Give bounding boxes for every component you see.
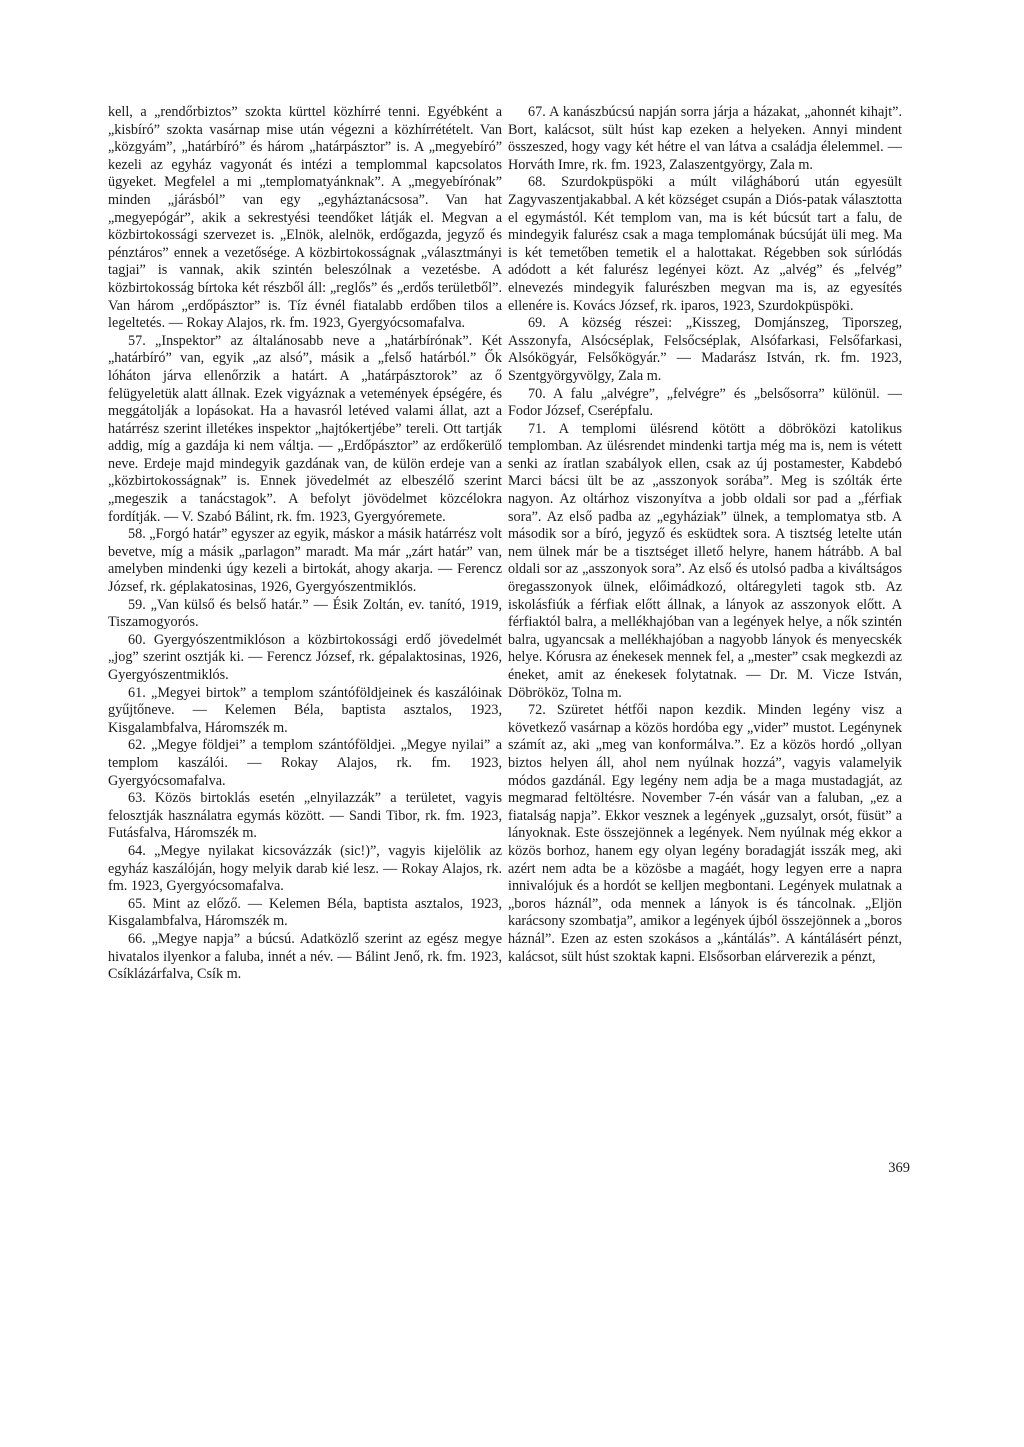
- paragraph-66: 66. „Megye napja” a búcsú. Adatközlő szerint az egész megye hivatalos ilyenkor a faluba, innét a név. — Bálint Jenő, rk. fm. 1923, Csíklázárfalva, Csík m.: [108, 930, 502, 983]
- paragraph-68: 68. Szurdokpüspöki a múlt világháború után egyesült Zagyvaszentjakabbal. A két községet csupán a Diós-patak választotta el egymástól. Két templom van, ma is két búcsút tart a falu, de mindegyik falurész csak a maga templomának búcsúját üli meg. Ma is két temetőben temetik el a halottakat. Régebben sok súrlódás adódott a két falurész legényei közt. Az „alvég” és „felvég” elnevezés mindegyik falurészben megvan ma is, az egyesítés ellenére is. Kovács József, rk. iparos, 1923, Szurdokpüspöki.: [508, 174, 902, 314]
- right-column: [508, 104, 902, 966]
- paragraph-72: 72. Szüretet hétfői napon kezdik. Minden legény visz a következő vasárnap a közös hordóba egy „vider” mustot. Legénynek számít az, aki „meg van konformálva.”. Ez a közös hordó „ollyan biztos helyen áll, ahol nem nyúlnak hozzá”, vagyis valamelyik módos gazdánál. Egy legény nem adja be a maga mustadagját, az megmarad feltöltésre. November 7-én vásár van a faluban, „ez a fiatalság napja”. Ekkor vesznek a legények „guzsalyt, orsót, füsüt” a lányoknak. Este összejönnek a legények. Nem nyúlnak még ekkor a közös borhoz, hanem egy olyan legény boradagját isszák meg, aki azért nem adta be a közösbe a magáét, hogy legyen erre a napra innivalójuk és a hordót se kelljen megbontani. Legények mulatnak a „boros háznál”, oda mennek a lányok is és táncolnak. „Eljön karácsony szombatja”, amikor a legények újból összejönnek a „boros háznál”. Ezen az esten szokásos a „kántálás”. A kántálásért pénzt, kalácsot, sült húst szoktak kapni. Elsősorban elárverezik a pénzt,: [508, 702, 902, 965]
- paragraph-64: 64. „Megye nyilakat kicsovázzák (sic!)”, vagyis kijelölik az egyház kaszálóján, hogy melyik darab kié lesz. — Rokay Alajos, rk. fm. 1923, Gyergyócsomafalva.: [108, 842, 502, 895]
- paragraph-70: 70. A falu „alvégre”, „felvégre” és „belsősorra” különül. — Fodor József, Cserépfalu.: [508, 385, 902, 420]
- page-number: 369: [888, 1160, 910, 1176]
- paragraph-69: 69. A község részei: „Kisszeg, Domjánszeg, Tiporszeg, Asszonyfa, Alsócséplak, Felsőcséplak, Alsófarkasi, Felsőfarkasi, Alsókögyár, Felsőkögyár.” — Madarász István, rk. fm. 1923, Szentgyörgyvölgy, Zala m.: [508, 315, 902, 384]
- paragraph-56-continued: kell, a „rendőrbiztos” szokta kürttel közhírré tenni. Egyébként a „kisbíró” szokta vasárnap mise után végezni a közhírrétételt. Van „közgyám”, „határbíró” és három „határpásztor” is. A „megyebíró” kezeli az egyház vagyonát és intézi a templommal kapcsolatos ügyeket. Megfelel a mi „templomatyánknak”. A „megyebírónak” minden „járásból” van egy „egyháztanácsosa”. Van hat „megyepógár”, akik a sekrestyési teendőket látják el. Megvan a közbirtokossági szervezet is. „Elnök, alelnök, erdőgazda, jegyző és pénztáros” ennek a vezetősége. A közbirtokosságnak „választmányi tagjai” is vannak, akik szintén beleszólnak a vezetésbe. A közbirtokosság bírtoka két részből áll: „reglős” és „erdős területből”. Van három „erdőpásztor” is. Tíz évnél fiatalabb erdőben tilos a legeltetés. — Rokay Alajos, rk. fm. 1923, Gyergyócsomafalva.: [108, 104, 502, 332]
- paragraph-58: 58. „Forgó határ” egyszer az egyik, máskor a másik határrész volt bevetve, míg a másik „parlagon” maradt. Ma már „zárt határ” van, amelyben mindenki úgy kezeli a birtokát, ahogy akarja. — Ferencz József, rk. géplakatosinas, 1926, Gyergyószentmiklós.: [108, 526, 502, 596]
- paragraph-71: 71. A templomi ülésrend kötött a döbröközi katolikus templomban. Az ülésrendet mindenki tartja még ma is, nem is vétett senki az íratlan szabályok ellen, csak az új postamester, Kabdebó Marci bácsi ült be az „asszonyok sorába”. Meg is szólták érte nagyon. Az oltárhoz viszonyítva a jobb oldali sor pad a „férfiak sora”. Az első padba az „egyháziak” ülnek, a templomatya stb. A második sor a bíró, jegyző és esküdtek sora. A tisztség letelte után nem ülnek már be a tisztséget illető helyre, hanem hátrább. A bal oldali sor az „asszonyok sora”. Az első és utolsó padba a kiváltságos öregasszonyok ülnek, előimádkozó, oltáregyleti tagok stb. Az iskolásfiúk a férfiak előtt állnak, a lányok az asszonyok előtt. A férfiaktól balra, a mellékhajóban van a legények helye, a nők szintén balra, ugyancsak a mellékhajóban a nagyobb lányok és menyecskék helye. Kórusra az énekesek mennek fel, a „mester” csak megkezdi az éneket, amit az énekesek folytatnak. — Dr. M. Vicze István, Döbrököz, Tolna m.: [508, 420, 902, 701]
- paragraph-59: 59. „Van külső és belső határ.” — Ésik Zoltán, ev. tanító, 1919, Tiszamogyorós.: [108, 596, 502, 631]
- paragraph-57: 57. „Inspektor” az általánosabb neve a „határbírónak”. Két „határbíró” van, egyik „az alsó”, másik a „felső határból.” Ők lóháton járva ellenőrzik a határt. A „határpásztorok” az ő felügyeletük alatt állnak. Ezek vigyáznak a vetemények épségére, és meggátolják a lopásokat. Ha a havasról letéved valami állat, azt a határrész szerint illetékes inspektor „hajtókertjébe” tereli. Ott tartják addig, míg a gazdája ki nem váltja. — „Erdőpásztor” az erdőkerülő neve. Erdeje majd mindegyik gazdának van, de külön erdeje van a „közbirtokosságnak” is. Ennek jövedelmét az elbeszélő szerint „megeszik a tanácstagok”. A befolyt jövödelmet közcélokra fordítják. — V. Szabó Bálint, rk. fm. 1923, Gyergyóremete.: [108, 332, 502, 525]
- paragraph-61: 61. „Megyei birtok” a templom szántóföldjeinek és kaszálóinak gyűjtőneve. — Kelemen Béla, baptista asztalos, 1923, Kisgalambfalva, Háromszék m.: [108, 684, 502, 736]
- paragraph-65: 65. Mint az előző. — Kelemen Béla, baptista asztalos, 1923, Kisgalambfalva, Háromszék m.: [108, 895, 502, 930]
- paragraph-62: 62. „Megye földjei” a templom szántóföldjei. „Megye nyilai” a templom kaszálói. — Rokay Alajos, rk. fm. 1923, Gyergyócsomafalva.: [108, 737, 502, 789]
- left-column: [108, 104, 502, 984]
- paragraph-60: 60. Gyergyószentmiklóson a közbirtokossági erdő jövedelmét „jog” szerint osztják ki. — Ferencz József, rk. gépalaktosinas, 1926, Gyergyószentmiklós.: [108, 631, 502, 683]
- paragraph-67: 67. A kanászbúcsú napján sorra járja a házakat, „ahonnét kihajt”. Bort, kalácsot, sült húst kap ezeken a helyeken. Annyi mindent összeszed, hogy vagy két hétre el van látva a családja élelemmel. — Horváth Imre, rk. fm. 1923, Zalaszentgyörgy, Zala m.: [508, 104, 902, 173]
- paragraph-63: 63. Közös birtoklás esetén „elnyilazzák” a területet, vagyis felosztják használatra egymás között. — Sandi Tibor, rk. fm. 1923, Futásfalva, Háromszék m.: [108, 790, 502, 842]
